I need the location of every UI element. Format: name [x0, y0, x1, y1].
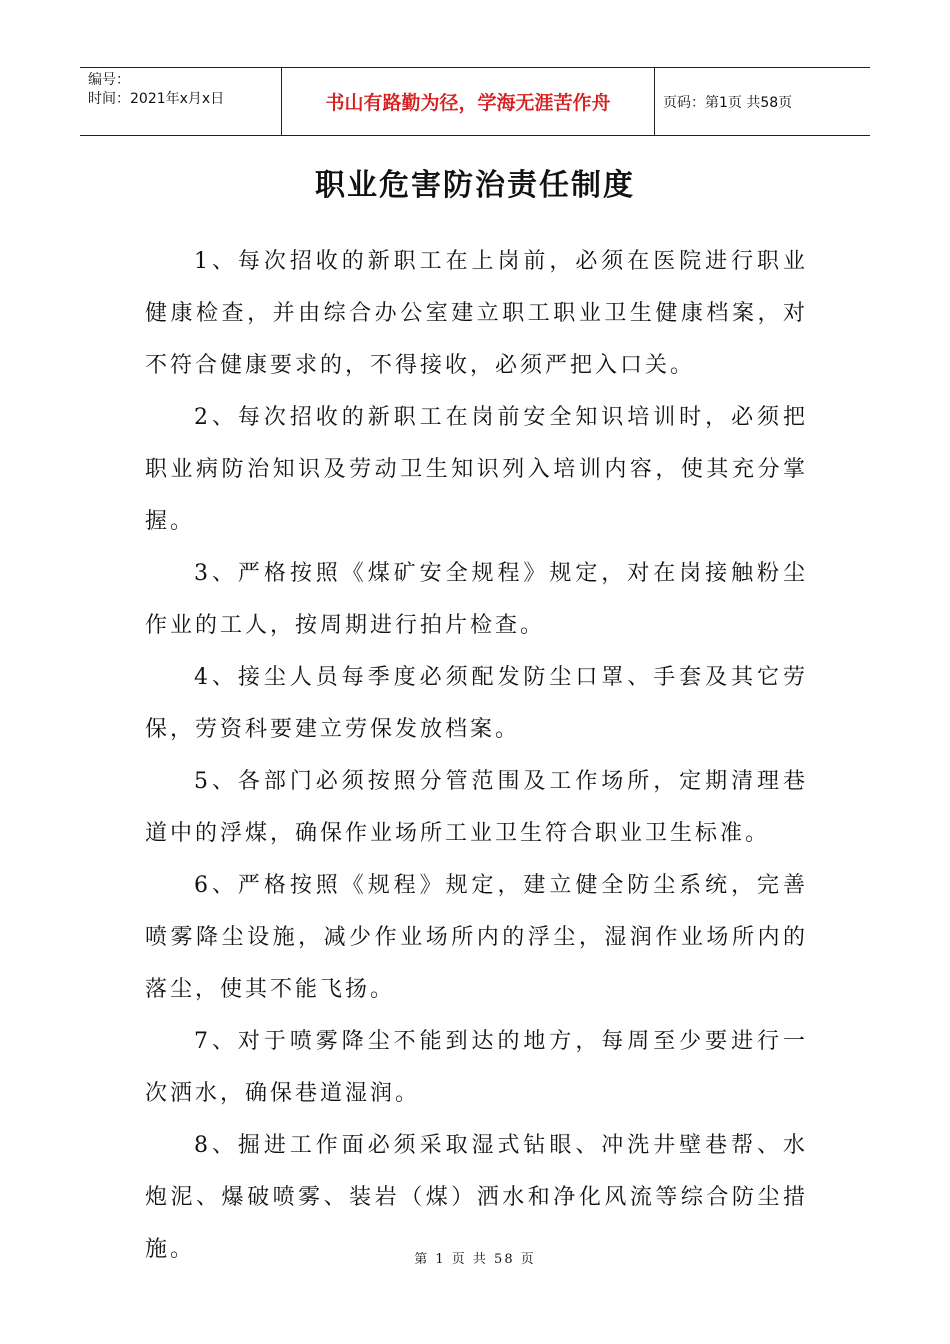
- document-title: 职业危害防治责任制度: [315, 168, 635, 203]
- paragraph: 3、严格按照《煤矿安全规程》规定，对在岗接触粉尘作业的工人，按周期进行拍片检查。: [145, 561, 808, 638]
- paragraph: 8、掘进工作面必须采取湿式钻眼、冲洗井壁巷帮、水炮泥、爆破喷雾、装岩（煤）洒水和净化风流等综合防尘措施。: [145, 1133, 808, 1262]
- paragraph: 1、每次招收的新职工在上岗前，必须在医院进行职业健康检查，并由综合办公室建立职工职业卫生健康档案，对不符合健康要求的，不得接收，必须严把入口关。: [145, 249, 808, 378]
- document-time-label: 时间：2021年x月x日: [88, 91, 225, 107]
- paragraph: 6、严格按照《规程》规定，建立健全防尘系统，完善喷雾降尘设施，减少作业场所内的浮尘，湿润作业场所内的落尘，使其不能飞扬。: [145, 873, 808, 1002]
- header-page-info: 页码：第1页 共58页: [663, 94, 793, 111]
- paragraph: 2、每次招收的新职工在岗前安全知识培训时，必须把职业病防治知识及劳动卫生知识列入培训内容，使其充分掌握。: [145, 405, 808, 534]
- document-header: [80, 67, 870, 136]
- header-motto: 书山有路勤为径，学海无涯苦作舟: [282, 68, 655, 135]
- page-footer: 第 1 页 共 58 页: [414, 1252, 536, 1267]
- document-body: [145, 236, 808, 1276]
- paragraph: 4、接尘人员每季度必须配发防尘口罩、手套及其它劳保，劳资科要建立劳保发放档案。: [145, 665, 808, 742]
- paragraph: 7、对于喷雾降尘不能到达的地方，每周至少要进行一次洒水，确保巷道湿润。: [145, 1029, 808, 1106]
- paragraph: 5、各部门必须按照分管范围及工作场所，定期清理巷道中的浮煤，确保作业场所工业卫生符合职业卫生标准。: [145, 769, 808, 846]
- header-meta: [80, 68, 282, 135]
- document-number-label: 编号：: [88, 72, 130, 88]
